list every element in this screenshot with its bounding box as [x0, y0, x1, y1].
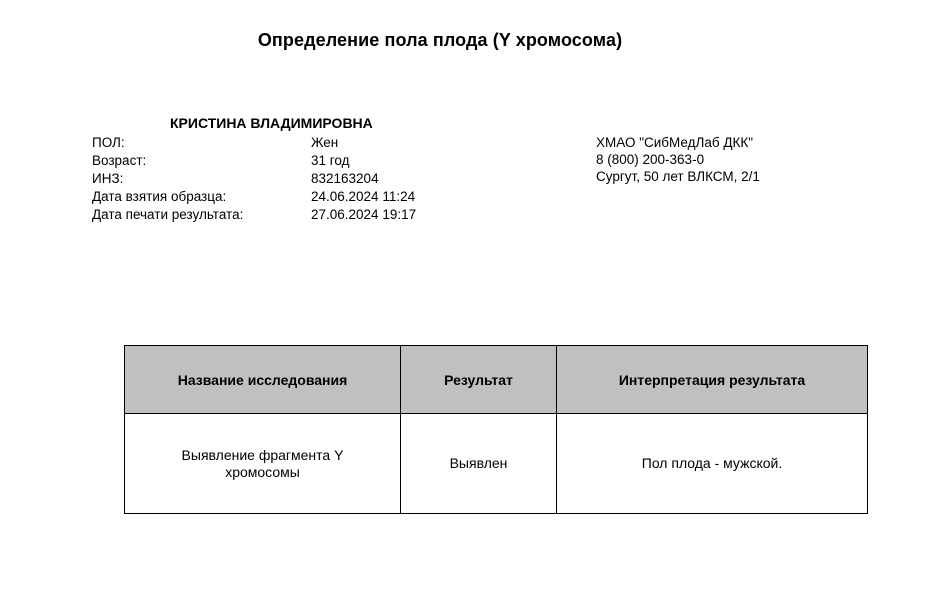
sample-date-label: Дата взятия образца:	[92, 189, 227, 204]
patient-name: КРИСТИНА ВЛАДИМИРОВНА	[170, 115, 373, 131]
header-test-name: Название исследования	[125, 346, 401, 414]
sample-date-value: 24.06.2024 11:24	[311, 189, 416, 204]
cell-result: Выявлен	[401, 414, 557, 514]
info-row-sample-date	[92, 188, 416, 206]
lab-phone: 8 (800) 200-363-0	[596, 152, 705, 167]
info-row-inz	[92, 170, 416, 188]
age-label: Возраст:	[92, 153, 147, 168]
document-title: Определение пола плода (Y хромосома)	[257, 30, 623, 50]
inz-value: 832163204	[311, 171, 379, 186]
sex-label: ПОЛ:	[92, 135, 125, 150]
age-value: 31 год	[311, 153, 350, 168]
cell-test-name	[125, 414, 401, 514]
inz-label: ИНЗ:	[92, 171, 124, 186]
header-result: Результат	[401, 346, 557, 414]
test-name-text: Выявление фрагмента Y хромосомы	[181, 446, 344, 480]
cell-interpretation: Пол плода - мужской.	[557, 414, 868, 514]
table-row	[125, 414, 868, 514]
header-interpretation: Интерпретация результата	[557, 346, 868, 414]
lab-address: Сургут, 50 лет ВЛКСМ, 2/1	[596, 169, 760, 184]
print-date-value: 27.06.2024 19:17	[311, 207, 417, 222]
results-header-row	[125, 346, 868, 414]
lab-name: ХМАО "СибМедЛаб ДКК"	[596, 135, 754, 150]
info-row-print-date	[92, 206, 416, 224]
info-row-sex	[92, 134, 416, 152]
lab-info	[596, 134, 760, 185]
patient-info	[92, 134, 416, 224]
info-row-age	[92, 152, 416, 170]
results-table	[124, 345, 868, 514]
print-date-label: Дата печати результата:	[92, 207, 244, 222]
sex-value: Жен	[311, 135, 339, 150]
